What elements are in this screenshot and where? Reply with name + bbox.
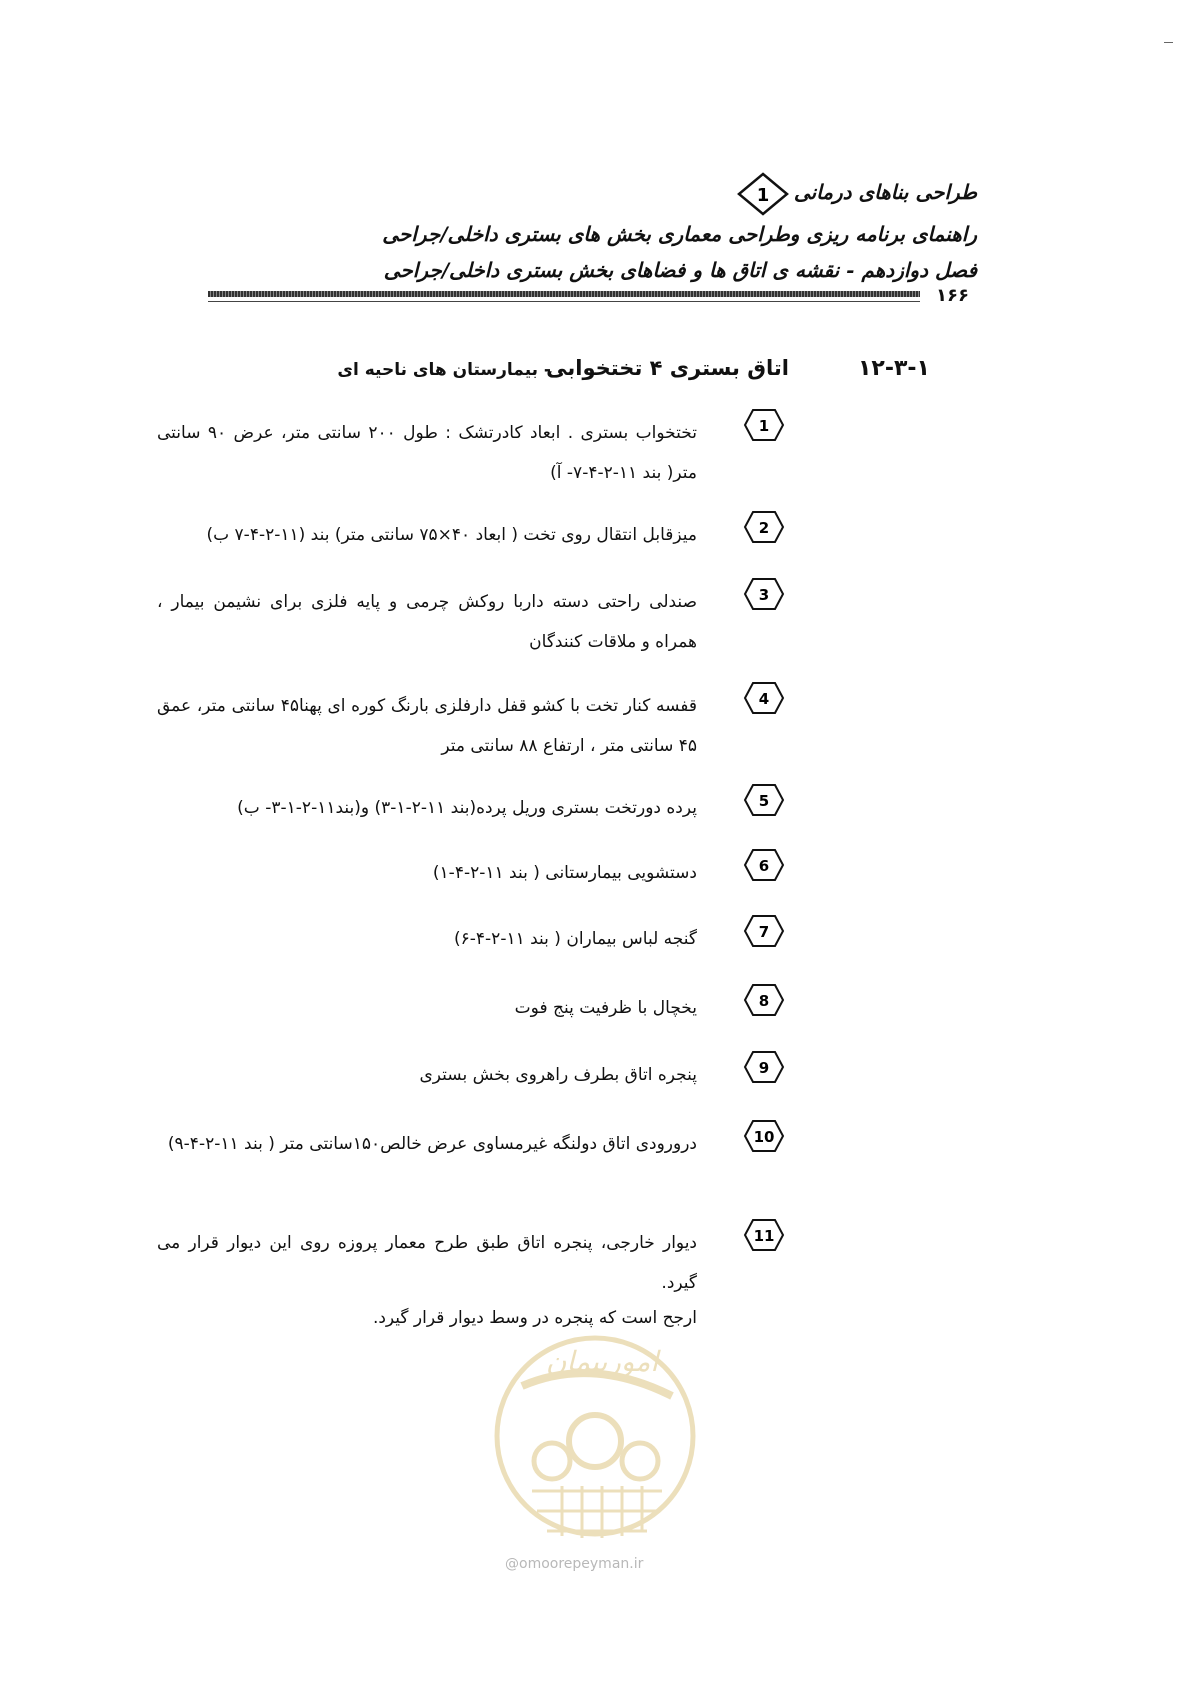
header-rule-thin: [208, 301, 920, 302]
watermark-site: @omoorepeyman.ir: [505, 1556, 644, 1572]
hexagon-number-icon: [743, 1119, 785, 1153]
hexagon-number-icon: [743, 510, 785, 544]
item-number: 11: [753, 1227, 775, 1245]
corner-mark: [1164, 42, 1173, 43]
item-number: 5: [758, 792, 770, 810]
list-item: درورودی اتاق دولنگه غیرمساوی عرض خالص۱۵۰سانتی متر ( بند ۱۱-۲-۴-۹): [167, 1134, 697, 1154]
page-number: ۱۶۶: [936, 285, 969, 306]
guide-title: راهنمای برنامه ریزی وطراحی معماری بخش های بستری داخلی/جراحی: [382, 222, 977, 246]
watermark-logo: [492, 1326, 698, 1576]
item-badge: [743, 681, 785, 715]
chapter-number: 1: [756, 185, 770, 206]
item-number: 4: [758, 690, 770, 708]
item-number: 7: [758, 923, 770, 941]
header-rule: [208, 291, 920, 297]
list-item: گنجه لباس بیماران ( بند ۱۱-۲-۴-۶): [453, 929, 697, 949]
hexagon-number-icon: [743, 983, 785, 1017]
hexagon-number-icon: [743, 681, 785, 715]
item-number: 6: [758, 857, 770, 875]
hexagon-number-icon: [743, 848, 785, 882]
list-item: یخچال با ظرفیت پنج فوت: [514, 998, 697, 1018]
book-title: طراحی بناهای درمانی: [793, 180, 977, 204]
item-number: 9: [758, 1059, 770, 1077]
item-number: 3: [758, 586, 770, 604]
watermark-logo-text: امورپیمان: [545, 1345, 659, 1378]
item-number: 8: [758, 992, 770, 1010]
chapter-badge: [737, 172, 789, 216]
item-badge: [743, 408, 785, 442]
item-badge: [743, 983, 785, 1017]
hexagon-number-icon: [743, 1218, 785, 1252]
item-badge: [743, 1050, 785, 1084]
item-number: 10: [753, 1128, 775, 1146]
diamond-badge-icon: [737, 172, 789, 216]
item-badge: [743, 914, 785, 948]
list-item: تختخواب بستری . ابعاد کادرتشک : طول ۲۰۰ سانتی متر، عرض ۹۰ سانتی متر( بند ۱۱-۲-۴-۷- آ): [157, 423, 697, 483]
list-item: دستشویی بیمارستانی ( بند ۱۱-۲-۴-۱): [432, 863, 697, 883]
list-item: صندلی راحتی دسته داربا روکش چرمی و پایه فلزی برای نشیمن بیمار ، همراه و ملاقات کنندگان: [157, 592, 697, 652]
list-item: پنجره اتاق بطرف راهروی بخش بستری: [419, 1065, 697, 1085]
item-badge: [743, 510, 785, 544]
chapter-title: فصل دوازدهم - نقشه ی اتاق ها و فضاهای بخش بستری داخلی/جراحی: [383, 258, 977, 282]
section-subtitle: - بیمارستان های ناحیه ای: [337, 360, 551, 380]
list-item-text: دیوار خارجی، پنجره اتاق طبق طرح معمار پروزه روی این دیوار قرار می گیرد.: [157, 1233, 697, 1293]
list-item: قفسه کنار تخت با کشو قفل دارفلزی بارنگ کوره ای پهنا۴۵ سانتی متر، عمق ۴۵ سانتی متر ، ارتفاع ۸۸ سانتی متر: [157, 696, 698, 756]
item-number: 1: [758, 417, 770, 435]
item-badge: [743, 783, 785, 817]
hexagon-number-icon: [743, 577, 785, 611]
section-title: اتاق بستری ۴ تختخوابی: [546, 356, 789, 380]
hexagon-number-icon: [743, 914, 785, 948]
section-number: ۱۲-۳-۱: [858, 356, 930, 381]
list-item: [157, 1223, 697, 1333]
item-number: 2: [758, 519, 770, 537]
item-badge: [743, 848, 785, 882]
item-badge: [743, 1119, 785, 1153]
company-seal-icon: [492, 1326, 698, 1576]
item-badge: [743, 1218, 785, 1252]
list-item-note: ارجح است که پنجره در وسط دیوار قرار گیرد.: [372, 1308, 697, 1328]
list-item: میزقابل انتقال روی تخت ( ابعاد ۴۰×۷۵ سانتی متر) بند (۱۱-۲-۴-۷ ب): [206, 525, 697, 545]
hexagon-number-icon: [743, 1050, 785, 1084]
hexagon-number-icon: [743, 408, 785, 442]
list-item: پرده دورتخت بستری وریل پرده(بند ۱۱-۲-۱-۳) و(بند۱۱-۲-۱-۳- ب): [237, 798, 697, 818]
item-badge: [743, 577, 785, 611]
hexagon-number-icon: [743, 783, 785, 817]
